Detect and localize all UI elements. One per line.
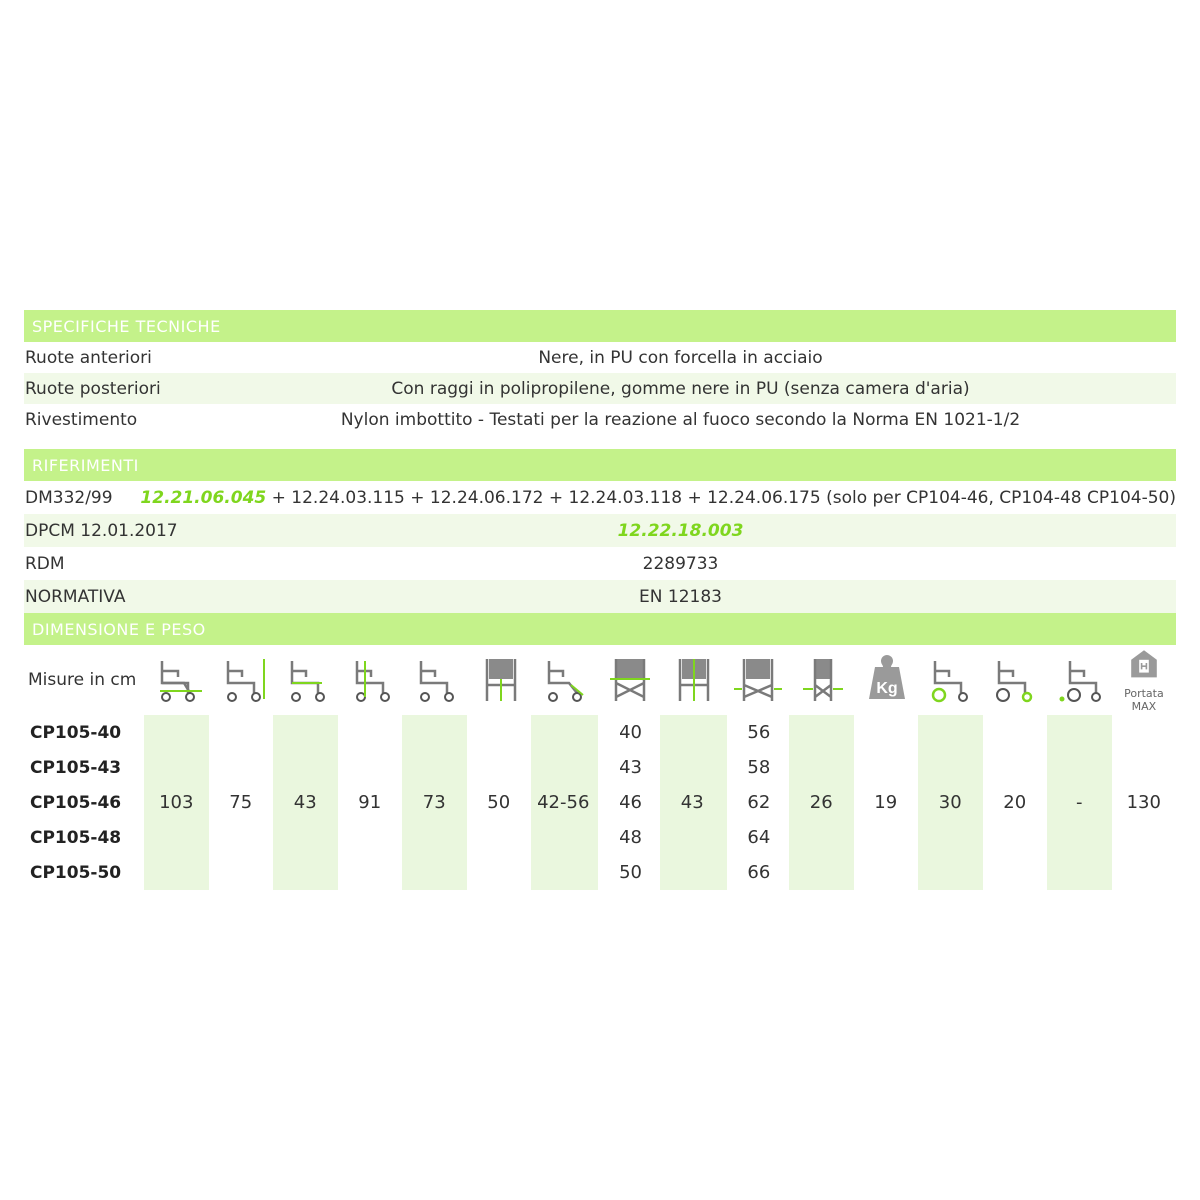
merged-value-cell: 50	[467, 715, 532, 890]
section-header-riferimenti: RIFERIMENTI	[24, 449, 1176, 481]
ref-row-normativa	[24, 580, 1176, 613]
merged-value-cell: 30	[918, 715, 983, 890]
ref-value: 2289733	[642, 553, 719, 574]
spec-sheet	[24, 310, 1176, 890]
model-code: CP105-40	[24, 715, 149, 750]
specifiche-table	[24, 342, 1176, 435]
chair-folded-depth-icon	[790, 645, 854, 715]
dm-code: 12.21.06.045	[140, 487, 267, 508]
seat-width-cell: 48	[598, 820, 662, 855]
open-width-cell: 64	[727, 820, 791, 855]
anti-tip-icon	[1048, 645, 1112, 715]
ref-row-dpcm	[24, 514, 1176, 547]
spec-label: Ruote anteriori	[25, 347, 152, 368]
model-code: CP105-50	[24, 855, 149, 890]
riferimenti-table	[24, 481, 1176, 613]
merged-value-cell: 43	[273, 715, 338, 890]
open-width-cell: 66	[727, 855, 791, 890]
ref-value	[140, 488, 1176, 508]
merged-value-cell: 91	[338, 715, 403, 890]
seat-width-cell: 50	[598, 855, 662, 890]
seat-width-cell: 43	[598, 750, 662, 785]
merged-value-cell: 20	[983, 715, 1048, 890]
open-width-cell: 62	[727, 785, 791, 820]
spec-label: Ruote posteriori	[25, 378, 161, 399]
merged-value-cell: 42-56	[531, 715, 596, 890]
merged-value-cell: 73	[402, 715, 467, 890]
merged-value-cell: 43	[660, 715, 725, 890]
chair-open-width-icon	[726, 645, 790, 715]
spec-value: Nere, in PU con forcella in acciaio	[538, 347, 823, 368]
front-wheel-icon	[983, 645, 1047, 715]
open-width-cell: 58	[727, 750, 791, 785]
spec-value: Nylon imbottito - Testati per la reazione al fuoco secondo la Norma EN 1021-1/2	[340, 409, 1021, 430]
chair-folded-width-icon	[662, 645, 726, 715]
spec-row	[24, 342, 1176, 373]
chair-height-icon	[212, 645, 276, 715]
units-label: Misure in cm	[28, 670, 137, 690]
spec-row	[24, 373, 1176, 404]
ref-row-dm	[24, 481, 1176, 514]
merged-value-cell: 75	[209, 715, 274, 890]
chair-seat-height-icon	[276, 645, 340, 715]
section-header-dimensioni: DIMENSIONE E PESO	[24, 613, 1176, 645]
ref-row-rdm	[24, 547, 1176, 580]
dimensions-icon-header	[24, 645, 1176, 715]
seat-width-cell: 46	[598, 785, 662, 820]
ref-label: DM332/99	[25, 487, 113, 508]
model-code: CP105-43	[24, 750, 149, 785]
merged-value-cell: 19	[854, 715, 919, 890]
chair-armrest-height-icon	[340, 645, 404, 715]
spec-label: Rivestimento	[25, 409, 138, 430]
dm-rest: + 12.24.03.115 + 12.24.06.172 + 12.24.03.118 + 12.24.06.175 (solo per CP104-46, CP104-48 CP104-50)	[266, 487, 1176, 508]
merged-value-cell: 26	[789, 715, 854, 890]
merged-value-cell: 103	[144, 715, 209, 890]
dpcm-code: 12.22.18.003	[617, 520, 744, 541]
chair-total-width-icon	[469, 645, 533, 715]
section-header-specifiche: SPECIFICHE TECNICHE	[24, 310, 1176, 342]
model-code: CP105-46	[24, 785, 149, 820]
max-label: MAX	[1131, 700, 1157, 713]
rear-wheel-icon	[919, 645, 983, 715]
ref-label: RDM	[25, 553, 65, 574]
max-load-icon	[1112, 645, 1176, 715]
open-width-cell: 56	[727, 715, 791, 750]
ref-value: EN 12183	[639, 586, 722, 607]
chair-seat-width-icon	[598, 645, 662, 715]
ref-label: DPCM 12.01.2017	[25, 520, 178, 541]
chair-backrest-height-icon	[533, 645, 597, 715]
ref-value	[185, 521, 1176, 541]
seat-width-cell: 40	[598, 715, 662, 750]
weight-kg-icon	[855, 645, 919, 715]
chair-total-length-icon	[148, 645, 212, 715]
ref-label: NORMATIVA	[25, 586, 126, 607]
spec-value: Con raggi in polipropilene, gomme nere in PU (senza camera d'aria)	[391, 378, 970, 399]
portata-label: Portata	[1124, 687, 1164, 700]
merged-value-cell: -	[1047, 715, 1112, 890]
merged-value-cell: 130	[1112, 715, 1177, 890]
model-code: CP105-48	[24, 820, 149, 855]
spec-row	[24, 404, 1176, 435]
kg-label: Kg	[876, 680, 898, 697]
chair-folded-length-icon	[405, 645, 469, 715]
dimensions-table	[24, 645, 1176, 890]
